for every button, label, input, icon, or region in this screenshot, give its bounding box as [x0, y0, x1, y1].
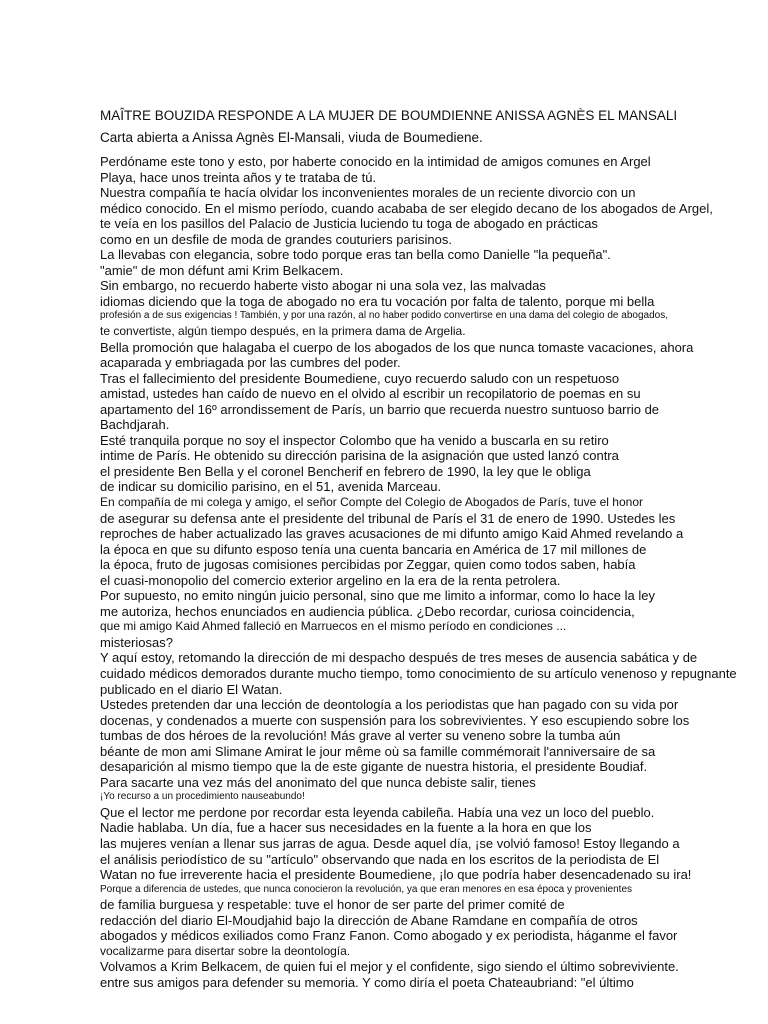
text-line: redacción del diario El-Moudjahid bajo la dirección de Abane Ramdane en compañía de otros [100, 912, 638, 928]
text-line: abogados y médicos exiliados como Franz Fanon. Como abogado y ex periodista, háganme el favor [100, 928, 678, 944]
text-line: médico conocido. En el mismo período, cuando acababa de ser elegido decano de los abogados de Argel, [100, 200, 713, 216]
text-line: En compañía de mi colega y amigo, el señor Compte del Colegio de Abogados de París, tuve el honor [100, 494, 643, 509]
text-line: que mi amigo Kaid Ahmed falleció en Marruecos en el mismo período en condiciones ... [100, 619, 567, 634]
text-line: acaparada y embriagada por las cumbres del poder. [100, 355, 401, 371]
text-line: misteriosas? [100, 634, 173, 650]
text-line: Ustedes pretenden dar una lección de deontología a los periodistas que han pagado con su vida por [100, 697, 679, 713]
text-line: Y aquí estoy, retomando la dirección de mi despacho después de tres meses de ausencia sabática y de [100, 650, 698, 666]
text-line: el presidente Ben Bella y el coronel Bencherif en febrero de 1990, la ley que le obliga [100, 463, 591, 479]
document-title: MAÎTRE BOUZIDA RESPONDE A LA MUJER DE BOUMDIENNE ANISSA AGNÈS EL MANSALI [100, 108, 678, 123]
text-line: el análisis periodístico de su "artículo" observando que nada en los escritos de la periodista de El [100, 851, 660, 867]
text-line: reproches de haber actualizado las graves acusaciones de mi difunto amigo Kaid Ahmed revelando a [100, 526, 684, 542]
text-line: de asegurar su defensa ante el presidente del tribunal de París el 31 de enero de 1990. Ustedes les [100, 510, 676, 526]
text-line: profesión a de sus exigencias ! También, y por una razón, al no haber podido convertirse en una dama del colegio de abogados, [100, 310, 668, 322]
letter-page [100, 108, 740, 990]
text-line: de indicar su domicilio parisino, en el 51, avenida Marceau. [100, 479, 442, 495]
text-line: Para sacarte una vez más del anonimato del que nunca debiste salir, tienes [100, 774, 536, 790]
text-line: publicado en el diario El Watan. [100, 681, 283, 697]
text-line: Perdóname este tono y esto, por haberte conocido en la intimidad de amigos comunes en Argel [100, 154, 651, 169]
text-line: entre sus amigos para defender su memoria. Y como diría el poeta Chateaubriand: "el último [100, 974, 634, 990]
text-line: cuidado médicos demorados durante mucho tiempo, tomo conocimiento de su artículo venenoso y repugnante [100, 666, 737, 681]
text-line: apartamento del 16º arrondissement de París, un barrio que recuerda nuestro suntuoso barrio de [100, 401, 660, 417]
text-line: Esté tranquila porque no soy el inspector Colombo que ha venido a buscarla en su retiro [100, 432, 609, 448]
text-line: me autoriza, hechos enunciados en audiencia pública. ¿Debo recordar, curiosa coincidencia, [100, 603, 635, 619]
text-line: béante de mon ami Slimane Amirat le jour même où sa famille commémorait l'anniversaire de sa [100, 743, 656, 759]
text-line: la época, fruto de jugosas comisiones percibidas por Zeggar, quien como todos saben, había [100, 557, 636, 573]
text-line: vocalizarme para disertar sobre la deontología. [100, 943, 351, 958]
text-line: de familia burguesa y respetable: tuve el honor de ser parte del primer comité de [100, 897, 565, 913]
text-line: intime de París. He obtenido su dirección parisina de la asignación que usted lanzó contra [100, 448, 619, 464]
text-line: Nadie hablaba. Un día, fue a hacer sus necesidades en la fuente a la hora en que los [100, 820, 592, 836]
document-subtitle: Carta abierta a Anissa Agnès El-Mansali, viuda de Boumediene. [100, 130, 483, 145]
text-line: "amie" de mon défunt ami Krim Belkacem. [100, 262, 344, 278]
text-line: Que el lector me perdone por recordar esta leyenda cabileña. Había una vez un loco del pueblo. [100, 804, 655, 820]
text-line: ¡Yo recurso a un procedimiento nauseabundo! [100, 791, 305, 803]
text-line: la época en que su difunto esposo tenía una cuenta bancaria en América de 17 mil millones de [100, 541, 647, 557]
text-line: Tras el fallecimiento del presidente Boumediene, cuyo recuerdo saludo con un respetuoso [100, 370, 620, 386]
text-line: Bachdjarah. [100, 417, 170, 433]
text-line: te veía en los pasillos del Palacio de Justicia luciendo tu toga de abogado en prácticas [100, 216, 598, 232]
text-line: docenas, y condenados a muerte con suspensión para los sobrevivientes. Y eso escupiendo sobre los [100, 712, 690, 728]
text-line: Sin embargo, no recuerdo haberte visto abogar ni una sola vez, las malvadas [100, 278, 546, 294]
text-line: Nuestra compañía te hacía olvidar los inconvenientes morales de un reciente divorcio con un [100, 185, 636, 201]
text-line: Volvamos a Krim Belkacem, de quien fui el mejor y el confidente, sigo siendo el último sobreviviente. [100, 959, 679, 975]
text-line: el cuasi-monopolio del comercio exterior argelino en la era de la renta petrolera. [100, 572, 561, 588]
text-line: Bella promoción que halagaba el cuerpo de los abogados de los que nunca tomaste vacaciones, ahora [100, 339, 694, 355]
text-line: te convertiste, algún tiempo después, en la primera dama de Argelia. [100, 323, 466, 338]
text-line: tumbas de dos héroes de la revolución! Más grave al verter su veneno sobre la tumba aún [100, 728, 621, 744]
text-line: Watan no fue irreverente hacia el presidente Boumediene, ¡lo que podría haber desencadenado su ira! [100, 867, 692, 883]
text-line: Porque a diferencia de ustedes, que nunca conocieron la revolución, ya que eran menores en esa época y provenientes [100, 883, 633, 895]
text-line: como en un desfile de moda de grandes couturiers parisinos. [100, 231, 452, 247]
text-line: amistad, ustedes han caído de nuevo en el olvido al escribir un recopilatorio de poemas en su [100, 386, 641, 402]
text-line: desaparición al mismo tiempo que la de este gigante de nuestra historia, el presidente Boudiaf. [100, 759, 648, 775]
text-line: Playa, hace unos treinta años y te trataba de tú. [100, 169, 377, 185]
text-line: La llevabas con elegancia, sobre todo porque eras tan bella como Danielle "la pequeña". [100, 247, 611, 263]
text-line: Por supuesto, no emito ningún juicio personal, sino que me limito a informar, como lo hace la ley [100, 588, 655, 604]
letter-body [100, 154, 740, 990]
text-line: las mujeres venían a llenar sus jarras de agua. Desde aquel día, ¡se volvió famoso! Estoy llegando a [100, 835, 680, 851]
text-line: idiomas diciendo que la toga de abogado no era tu vocación por falta de talento, porque mi bella [100, 293, 655, 309]
